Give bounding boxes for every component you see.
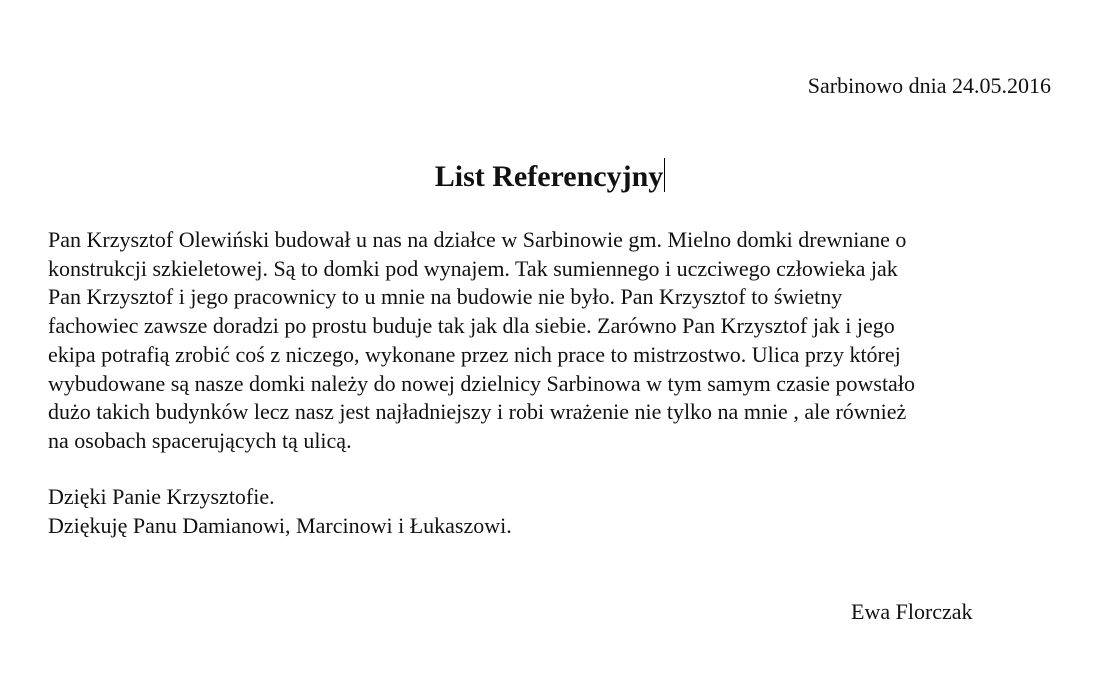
letter-body	[48, 226, 1058, 456]
letter-thanks	[48, 483, 512, 540]
letter-title	[0, 158, 1100, 195]
thanks-line: Dziękuję Panu Damianowi, Marcinowi i Łukaszowi.	[48, 512, 512, 538]
body-line: na osobach spacerujących tą ulicą.	[48, 427, 352, 453]
body-line: fachowiec zawsze doradzi po prostu buduje tak jak dla siebie. Zarówno Pan Krzysztof jak i jego	[48, 313, 895, 339]
body-line: konstrukcji szkieletowej. Są to domki pod wynajem. Tak sumiennego i uczciwego człowieka jak	[48, 255, 898, 281]
text-cursor	[664, 158, 665, 192]
thanks-line: Dzięki Panie Krzysztofie.	[48, 484, 275, 509]
body-line: ekipa potrafią zrobić coś z niczego, wykonane przez nich prace to mistrzostwo. Ulica przy której	[48, 341, 901, 367]
letter-title-text: List Referencyjny	[434, 160, 664, 193]
body-line: Pan Krzysztof i jego pracownicy to u mnie na budowie nie było. Pan Krzysztof to świetny	[48, 284, 843, 310]
body-line: dużo takich budynków lecz nasz jest najładniejszy i robi wrażenie nie tylko na mnie , ale również	[48, 399, 907, 425]
body-line: Pan Krzysztof Olewiński budował u nas na działce w Sarbinowie gm. Mielno domki drewniane o	[48, 227, 907, 252]
body-line: wybudowane są nasze domki należy do nowej dzielnicy Sarbinowa w tym samym czasie powstało	[48, 370, 915, 396]
place-and-date: Sarbinowo dnia 24.05.2016	[807, 73, 1051, 98]
signature-name: Ewa Florczak	[851, 599, 973, 624]
